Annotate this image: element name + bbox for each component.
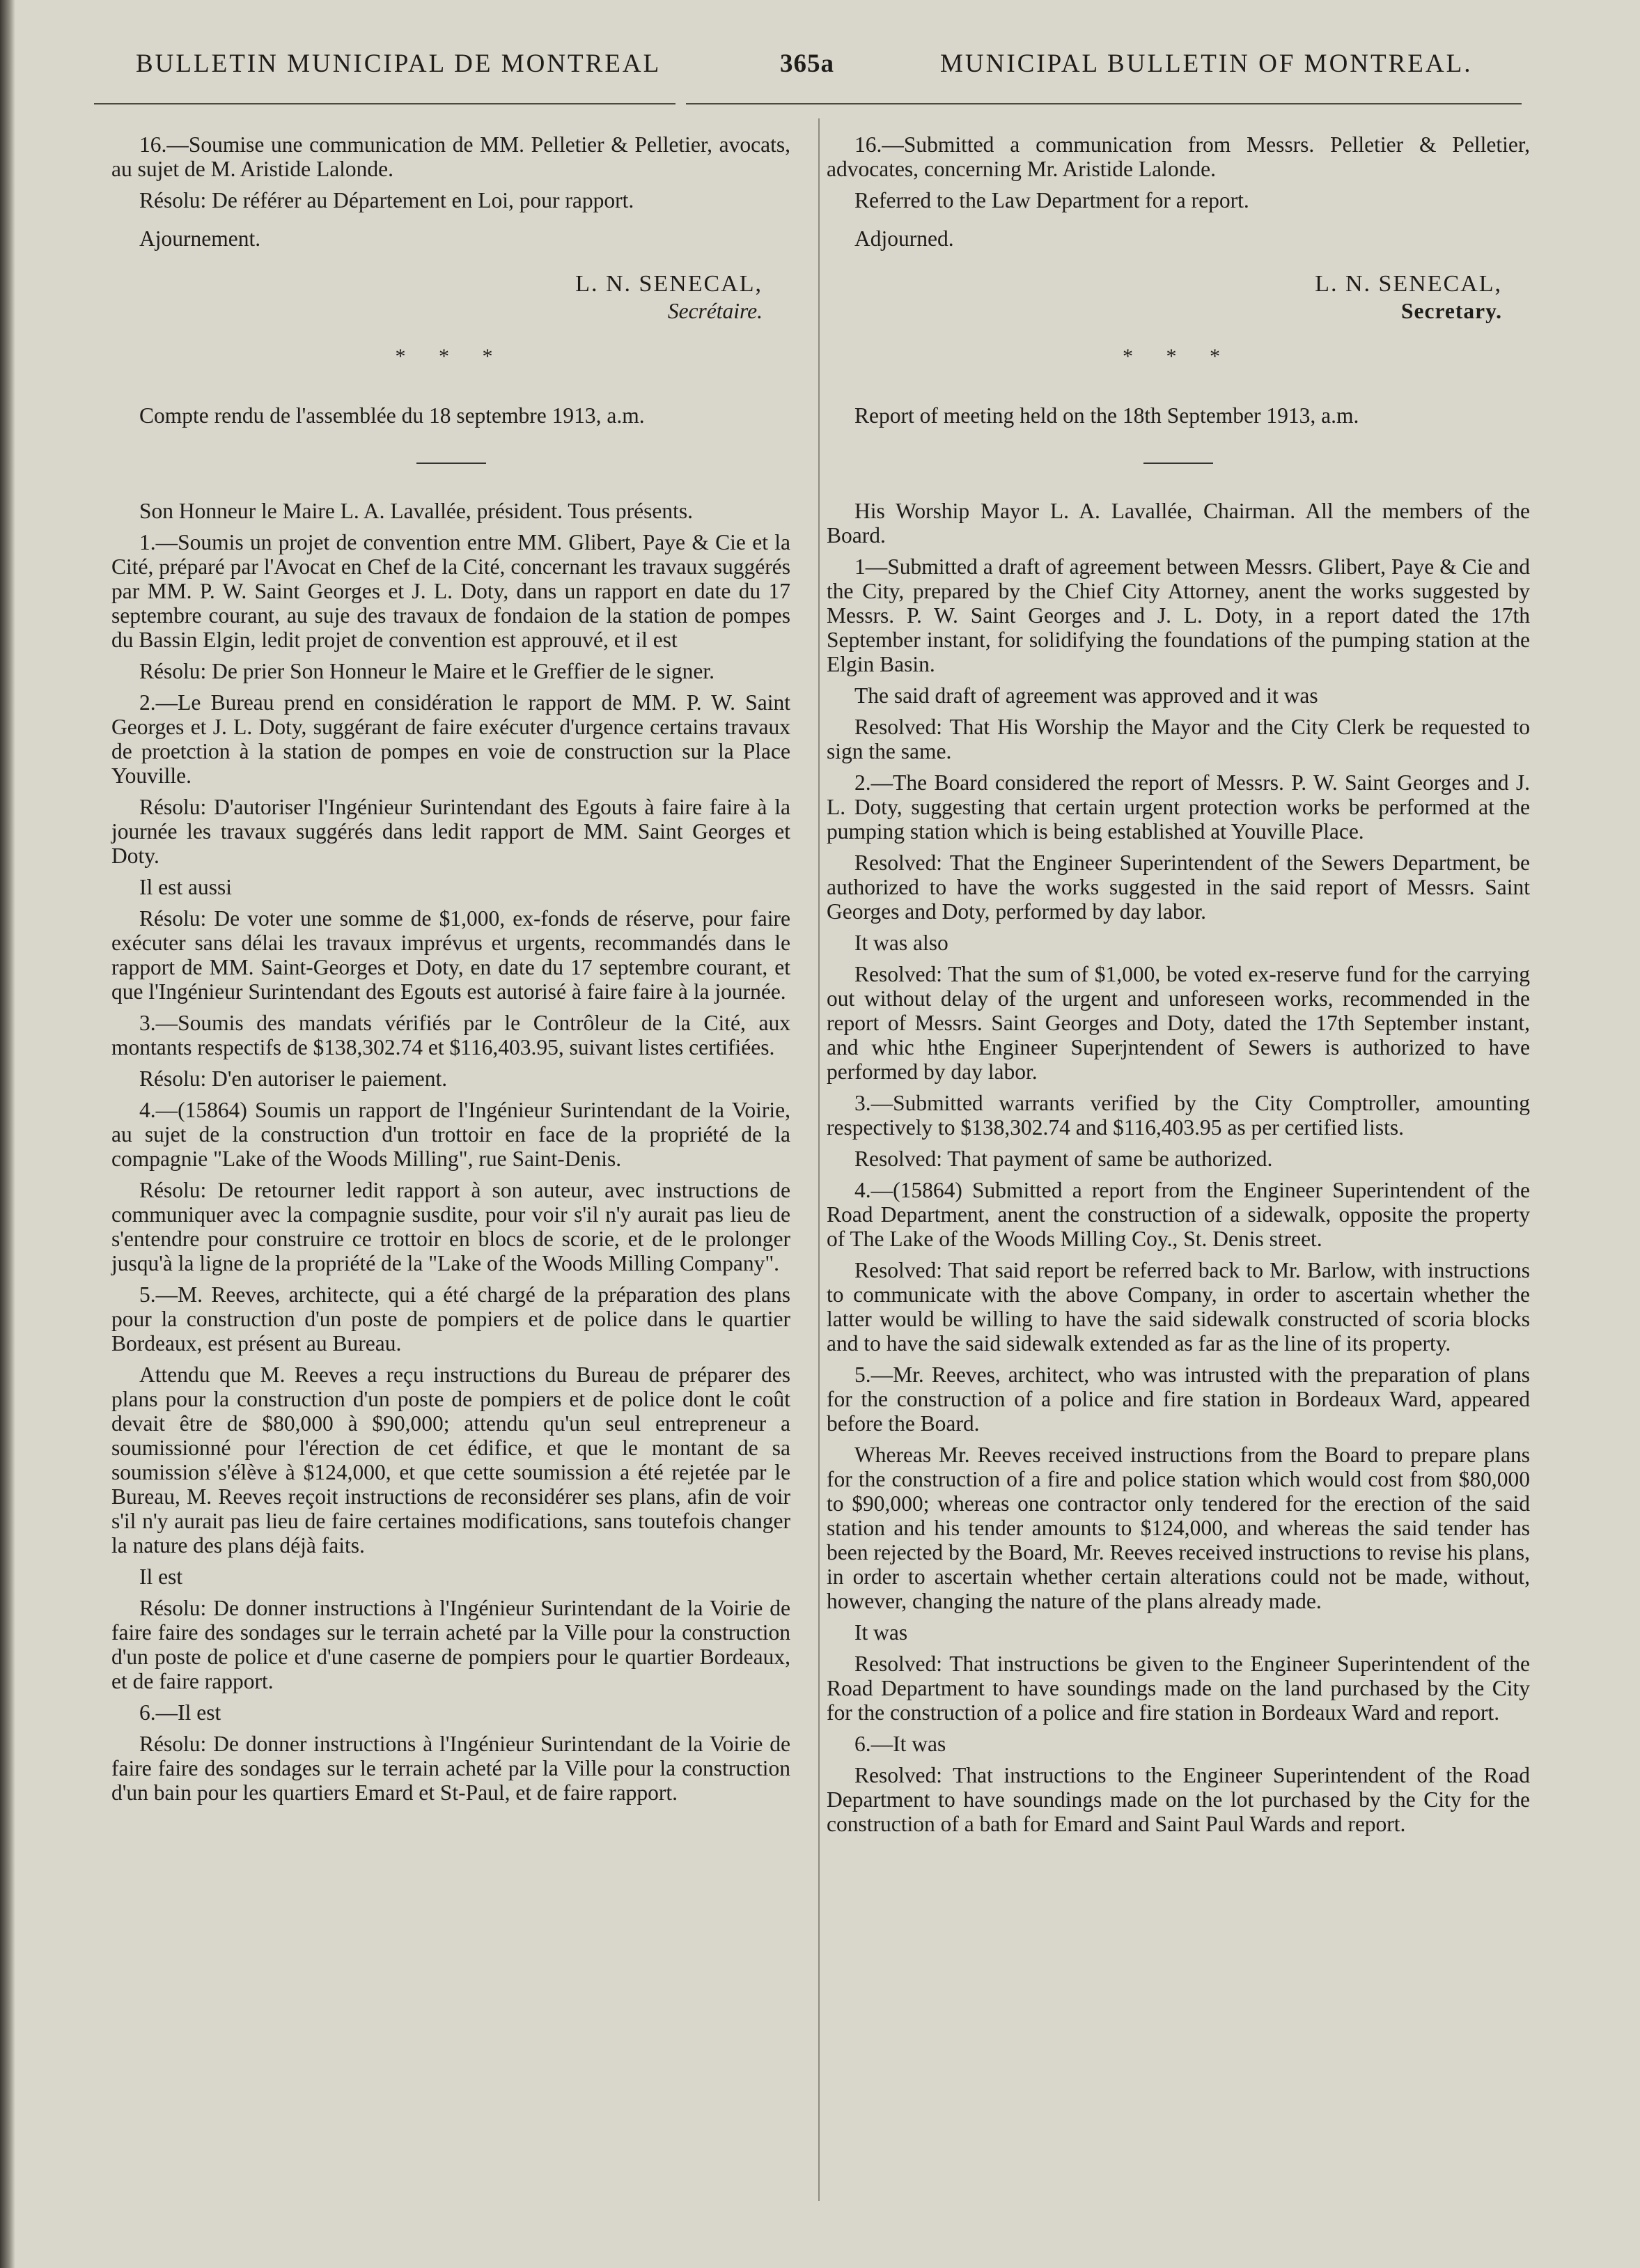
en-item-6: 6.—It was bbox=[854, 1732, 946, 1756]
en-item-2-resolved-2: Resolved: That the sum of $1,000, be voted ex-reserve fund for the carrying out without delay of the urgent and unforeseen works, recommended in the report of Messrs. Saint Georges and Doty, dated the 17th September instant, and whic hthe Engineer Superjntendent of Sewers is authorized to have performed by day labor. bbox=[827, 962, 1530, 1084]
en-item-3-resolved: Resolved: That payment of same be authorized. bbox=[854, 1147, 1273, 1171]
english-column bbox=[827, 132, 1530, 1843]
en-item-5-is: It was bbox=[854, 1620, 908, 1645]
fr-item-2-resolved: Résolu: D'autoriser l'Ingénieur Surintendant des Egouts à faire faire à la journée les travaux suggérés dans ledit rapport de MM. Saint Georges et Doty. bbox=[111, 795, 790, 868]
en-item-2: 2.—The Board considered the report of Messrs. P. W. Saint Georges and J. L. Doty, suggesting that certain urgent protection works be performed at the pumping station which is being established at Youville Place. bbox=[827, 770, 1530, 844]
fr-item-4: 4.—(15864) Soumis un rapport de l'Ingénieur Surintendant de la Voirie, au sujet de la construction d'un trottoir en face de la propriété de la compagnie "Lake of the Woods Milling", rue Saint-Denis. bbox=[111, 1098, 790, 1171]
en-item-4-resolved: Resolved: That said report be referred back to Mr. Barlow, with instructions to communicate with the above Company, in order to ascertain whether the latter would be willing to have the said sidewalk constructed of scoria blocks and to have the said sidewalk extended as far as the line of its property. bbox=[827, 1258, 1530, 1356]
en-signature-name: L. N. SENECAL, bbox=[1315, 271, 1502, 297]
fr-title-rule bbox=[416, 463, 486, 464]
en-separator: * * * bbox=[1123, 345, 1234, 368]
header-rule-left bbox=[94, 103, 675, 104]
fr-signature-name: L. N. SENECAL, bbox=[575, 271, 763, 297]
en-item-5-resolved: Resolved: That instructions be given to the Engineer Superintendent of the Road Department to have soundings made on the land purchased by the City for the construction of a police and fire station in Bordeaux Ward and report. bbox=[827, 1652, 1530, 1725]
fr-signature-title: Secrétaire. bbox=[667, 299, 763, 323]
header-title-french: BULLETIN MUNICIPAL DE MONTREAL bbox=[136, 49, 662, 78]
fr-item-5-whereas: Attendu que M. Reeves a reçu instructions du Bureau de préparer des plans pour la construction d'un poste de pompiers et de police dont le coût devait être de $80,000 à $90,000; attendu qu'un seul entrepreneur a soumissionné pour l'érection de cet édifice, et que le montant de sa soumission s'élève à $124,000, et que cette soumission a été rejetée par le Bureau, M. Reeves reçoit instructions de reconsidérer ses plans, afin de voir s'il n'y aurait pas lieu de faire certaines modifications, sans toutefois changer la nature des plans déjà faits. bbox=[111, 1362, 790, 1558]
page-header bbox=[0, 49, 1640, 91]
fr-item-6-resolved: Résolu: De donner instructions à l'Ingénieur Surintendant de la Voirie de faire faire des sondages sur le terrain acheté par la Ville pour la construction d'un bain pour les quartiers Emard et St-Paul, et de faire rapport. bbox=[111, 1732, 790, 1805]
fr-item-5: 5.—M. Reeves, architecte, qui a été chargé de la préparation des plans pour la construction d'un poste de pompiers et de police dans le quartier Bordeaux, est présent au Bureau. bbox=[111, 1282, 790, 1356]
en-item-16: 16.—Submitted a communication from Messrs. Pelletier & Pelletier, advocates, concerning Mr. Aristide Lalonde. bbox=[827, 132, 1530, 181]
en-item-4: 4.—(15864) Submitted a report from the Engineer Superintendent of the Road Department, anent the construction of a sidewalk, opposite the property of The Lake of the Woods Milling Coy., St. Denis street. bbox=[827, 1178, 1530, 1251]
en-report-title: Report of meeting held on the 18th September 1913, a.m. bbox=[854, 403, 1359, 428]
fr-present: Son Honneur le Maire L. A. Lavallée, président. Tous présents. bbox=[139, 499, 694, 523]
en-item-16-resolved: Referred to the Law Department for a report. bbox=[854, 188, 1249, 212]
page-edge-shadow bbox=[0, 0, 15, 2268]
fr-item-5-resolved: Résolu: De donner instructions à l'Ingénieur Surintendant de la Voirie de faire faire des sondages sur le terrain acheté par la Ville pour la construction d'un poste de police et d'une caserne de pompiers pour le quartier Bordeaux, et de faire rapport. bbox=[111, 1596, 790, 1693]
en-item-5: 5.—Mr. Reeves, architect, who was intrusted with the preparation of plans for the construction of a police and fire station in Bordeaux Ward, appeared before the Board. bbox=[827, 1362, 1530, 1436]
fr-item-2-resolved-2: Résolu: De voter une somme de $1,000, ex-fonds de réserve, pour faire exécuter sans délai les travaux imprévus et urgents, recommandés dans le rapport de MM. Saint-Georges et Doty, en date du 17 septembre courant, et que l'Ingénieur Surintendant des Egouts est autorisé à faire faire à la journée. bbox=[111, 906, 790, 1004]
en-item-1-resolved: Resolved: That His Worship the Mayor and the City Clerk be requested to sign the same. bbox=[827, 715, 1530, 763]
en-item-2-resolved: Resolved: That the Engineer Superintendent of the Sewers Department, be authorized to have the works suggested in the said report of Messrs. Saint Georges and Doty, performed by day labor. bbox=[827, 850, 1530, 924]
fr-item-5-is: Il est bbox=[139, 1564, 183, 1589]
en-item-3: 3.—Submitted warrants verified by the City Comptroller, amounting respectively to $138,302.74 and $116,403.95 as per certified lists. bbox=[827, 1091, 1530, 1140]
en-item-2-also: It was also bbox=[854, 931, 948, 955]
page-number: 365a bbox=[780, 49, 834, 78]
header-title-english: MUNICIPAL BULLETIN OF MONTREAL. bbox=[940, 49, 1473, 78]
fr-item-2-also: Il est aussi bbox=[139, 875, 232, 899]
en-present: His Worship Mayor L. A. Lavallée, Chairman. All the members of the Board. bbox=[827, 499, 1530, 547]
en-adjourned: Adjourned. bbox=[854, 226, 954, 251]
fr-separator: * * * bbox=[395, 345, 507, 368]
header-rule-right bbox=[686, 103, 1522, 104]
fr-item-2: 2.—Le Bureau prend en considération le rapport de MM. P. W. Saint Georges et J. L. Doty, suggérant de faire exécuter d'urgence certains travaux de proetction à la station de pompes en voie de construction sur la Place Youville. bbox=[111, 690, 790, 788]
en-item-1: 1—Submitted a draft of agreement between Messrs. Glibert, Paye & Cie and the City, prepared by the Chief City Attorney, anent the works suggested by Messrs. P. W. Saint Georges and J. L. Doty, in a report dated the 17th September instant, for solidifying the foundations of the pumping station at the Elgin Basin. bbox=[827, 554, 1530, 676]
en-item-1-approved: The said draft of agreement was approved and it was bbox=[854, 683, 1318, 708]
en-signature-title: Secretary. bbox=[1401, 299, 1502, 323]
fr-item-16: 16.—Soumise une communication de MM. Pelletier & Pelletier, avocats, au sujet de M. Aristide Lalonde. bbox=[111, 132, 790, 181]
fr-item-16-resolved: Résolu: De référer au Département en Loi, pour rapport. bbox=[139, 188, 634, 212]
french-column bbox=[111, 132, 790, 1812]
fr-item-4-resolved: Résolu: De retourner ledit rapport à son auteur, avec instructions de communiquer avec la compagnie susdite, pour voir s'il n'y aurait pas lieu de s'entendre pour construire ce trottoir en blocs de scorie, et de le prolonger jusqu'à la ligne de la propriété de la "Lake of the Woods Milling Company". bbox=[111, 1178, 790, 1275]
en-title-rule bbox=[1143, 463, 1213, 464]
fr-adjourned: Ajournement. bbox=[139, 226, 261, 251]
fr-item-3: 3.—Soumis des mandats vérifiés par le Contrôleur de la Cité, aux montants respectifs de $138,302.74 et $116,403.95, suivant listes certifiées. bbox=[111, 1011, 790, 1059]
fr-item-1: 1.—Soumis un projet de convention entre MM. Glibert, Paye & Cie et la Cité, préparé par l'Avocat en Chef de la Cité, concernant les travaux suggérés par MM. P. W. Saint Georges et J. L. Doty, dans un rapport en date du 17 septembre courant, au suje des travaux de fondaion de la station de pompes du Bassin Elgin, ledit projet de convention est approuvé, et il est bbox=[111, 530, 790, 652]
fr-report-title: Compte rendu de l'assemblée du 18 septembre 1913, a.m. bbox=[139, 403, 645, 428]
fr-item-6: 6.—Il est bbox=[139, 1700, 221, 1725]
column-divider bbox=[818, 118, 820, 2201]
fr-item-3-resolved: Résolu: D'en autoriser le paiement. bbox=[139, 1066, 448, 1091]
en-item-6-resolved: Resolved: That instructions to the Engineer Superintendent of the Road Department to have soundings made on the lot purchased by the City for the construction of a bath for Emard and Saint Paul Wards and report. bbox=[827, 1763, 1530, 1836]
en-item-5-whereas: Whereas Mr. Reeves received instructions from the Board to prepare plans for the construction of a fire and police station which would cost from $80,000 to $90,000; whereas one contractor only tendered for the erection of the said station and his tender amounts to $124,000, and whereas the said tender has been rejected by the Board, Mr. Reeves received instructions to revise his plans, in order to ascertain whether certain alterations could not be made, without, however, changing the nature of the plans already made. bbox=[827, 1443, 1530, 1613]
fr-item-1-resolved: Résolu: De prier Son Honneur le Maire et le Greffier de le signer. bbox=[139, 659, 715, 683]
